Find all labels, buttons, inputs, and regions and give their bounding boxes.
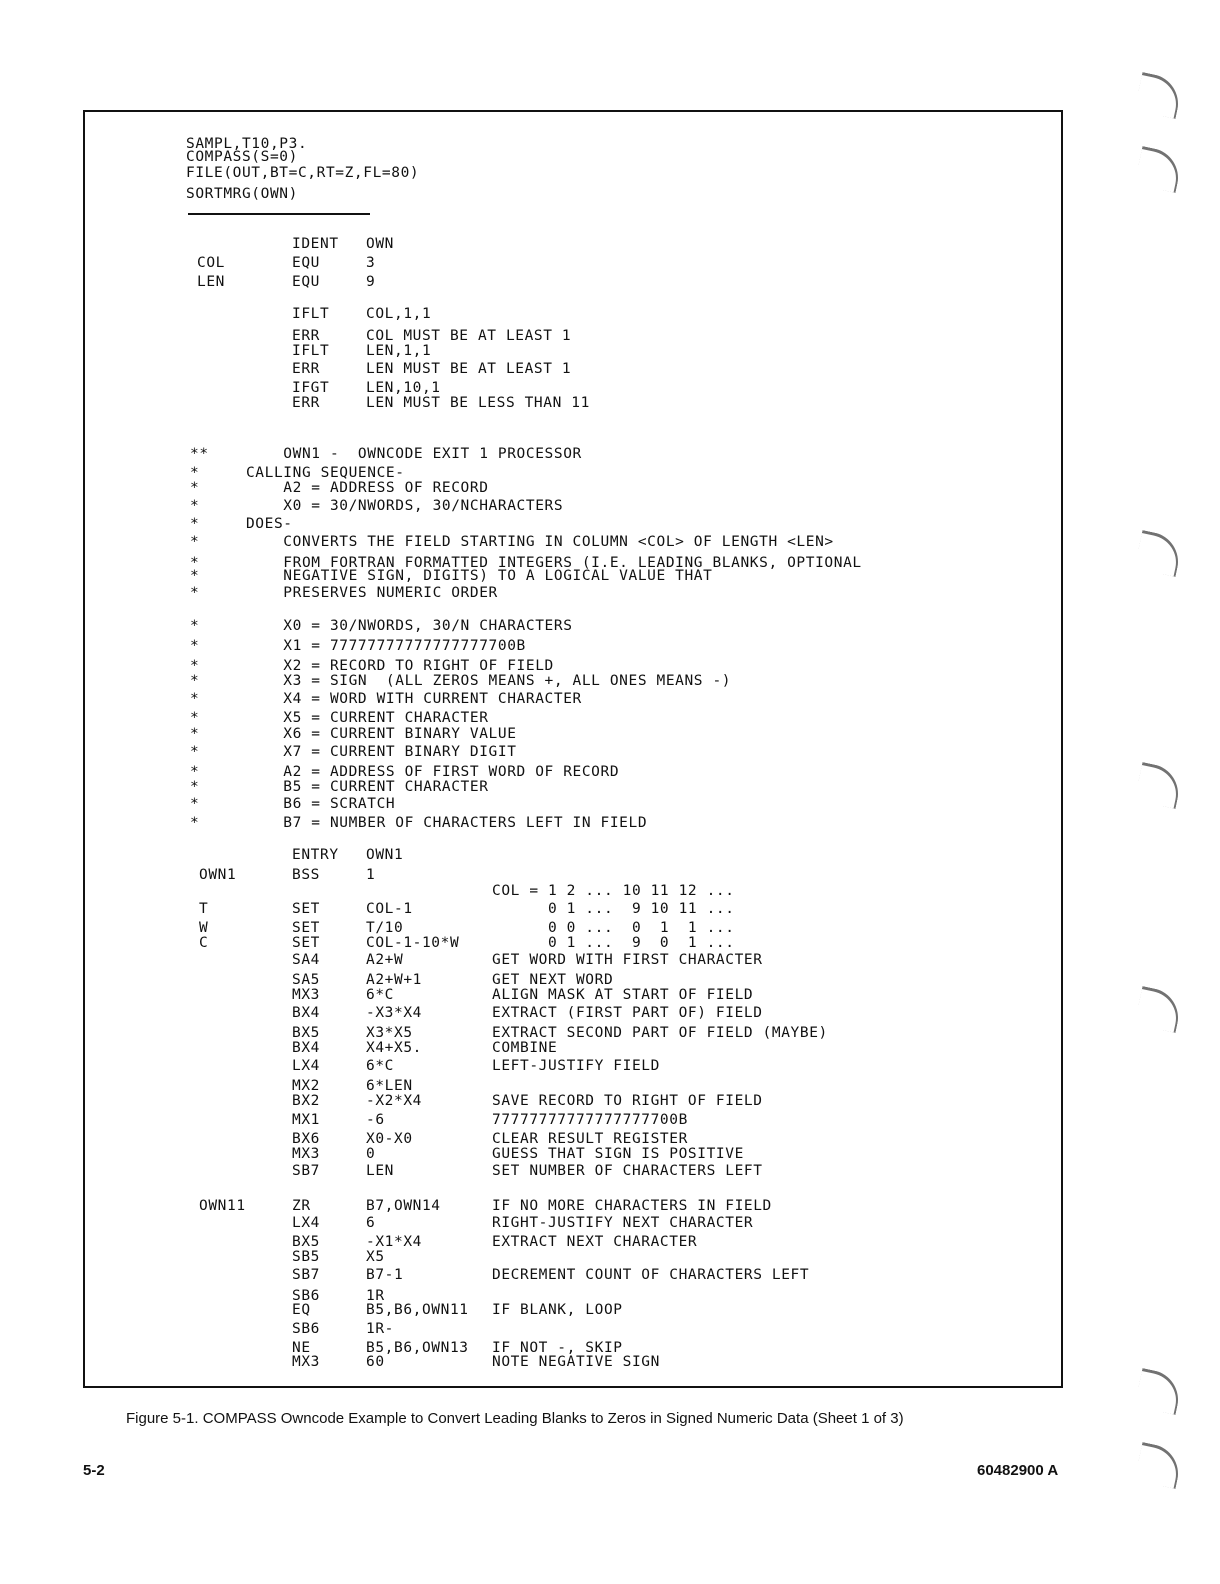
code-comment: 0 1 ... 9 10 11 ... bbox=[492, 901, 735, 917]
comment-line: * X3 = SIGN (ALL ZEROS MEANS +, ALL ONES MEANS -) bbox=[190, 673, 732, 689]
code-operand: -X1*X4 bbox=[366, 1234, 422, 1250]
comment-line: * B5 = CURRENT CHARACTER bbox=[190, 779, 489, 795]
code-comment: IF NO MORE CHARACTERS IN FIELD bbox=[492, 1198, 772, 1214]
code-operand: 3 bbox=[366, 255, 376, 271]
code-comment: SAVE RECORD TO RIGHT OF FIELD bbox=[492, 1093, 763, 1109]
code-op: ERR bbox=[292, 361, 320, 377]
code-comment: ALIGN MASK AT START OF FIELD bbox=[492, 987, 754, 1003]
code-op: SA4 bbox=[292, 952, 320, 968]
code-op: IFLT bbox=[292, 306, 330, 322]
binder-mark bbox=[1134, 72, 1183, 119]
code-op: MX3 bbox=[292, 1354, 320, 1370]
code-operand: 1R- bbox=[366, 1321, 394, 1337]
comment-line: * NEGATIVE SIGN, DIGITS) TO A LOGICAL VALUE THAT bbox=[190, 568, 713, 584]
code-comment: IF NOT -, SKIP bbox=[492, 1340, 623, 1356]
code-operand: OWN bbox=[366, 236, 394, 252]
code-op: MX1 bbox=[292, 1112, 320, 1128]
code-label: T bbox=[199, 901, 209, 917]
code-operand: X4+X5. bbox=[366, 1040, 422, 1056]
code-operand: 0 bbox=[366, 1146, 376, 1162]
comment-line: * FROM FORTRAN FORMATTED INTEGERS (I.E. LEADING BLANKS, OPTIONAL bbox=[190, 555, 862, 571]
code-op: BX5 bbox=[292, 1234, 320, 1250]
code-operand: LEN MUST BE AT LEAST 1 bbox=[366, 361, 572, 377]
comment-line: ** OWN1 - OWNCODE EXIT 1 PROCESSOR bbox=[190, 446, 582, 462]
binder-mark bbox=[1134, 530, 1183, 577]
code-operand: 60 bbox=[366, 1354, 385, 1370]
code-op: BSS bbox=[292, 867, 320, 883]
comment-line: * B7 = NUMBER OF CHARACTERS LEFT IN FIELD bbox=[190, 815, 648, 831]
code-operand: B7-1 bbox=[366, 1267, 404, 1283]
code-operand: X3*X5 bbox=[366, 1025, 413, 1041]
code-operand: COL-1-10*W bbox=[366, 935, 460, 951]
code-comment: GET WORD WITH FIRST CHARACTER bbox=[492, 952, 763, 968]
code-op: LX4 bbox=[292, 1215, 320, 1231]
page-number: 5-2 bbox=[83, 1462, 105, 1479]
doc-number: 60482900 A bbox=[977, 1462, 1059, 1479]
code-comment: CLEAR RESULT REGISTER bbox=[492, 1131, 688, 1147]
comment-line: * X1 = 77777777777777777700B bbox=[190, 638, 526, 654]
code-comment: IF BLANK, LOOP bbox=[492, 1302, 623, 1318]
header-line: SORTMRG(OWN) bbox=[186, 186, 298, 202]
comment-line: * X5 = CURRENT CHARACTER bbox=[190, 710, 489, 726]
code-operand: 1 bbox=[366, 867, 376, 883]
code-op: EQU bbox=[292, 255, 320, 271]
code-comment: COMBINE bbox=[492, 1040, 558, 1056]
code-op: ERR bbox=[292, 395, 320, 411]
code-operand: 9 bbox=[366, 274, 376, 290]
code-op: SET bbox=[292, 935, 320, 951]
code-operand: OWN1 bbox=[366, 847, 404, 863]
code-label: W bbox=[199, 920, 209, 936]
code-label: OWN1 bbox=[199, 867, 237, 883]
code-op: SB7 bbox=[292, 1163, 320, 1179]
header-line: COMPASS(S=0) bbox=[186, 149, 298, 165]
code-op: SET bbox=[292, 901, 320, 917]
comment-line: * DOES- bbox=[190, 516, 293, 532]
code-operand: X5 bbox=[366, 1249, 385, 1265]
comment-line: * X2 = RECORD TO RIGHT OF FIELD bbox=[190, 658, 554, 674]
comment-line: * A2 = ADDRESS OF FIRST WORD OF RECORD bbox=[190, 764, 620, 780]
code-operand: B5,B6,OWN11 bbox=[366, 1302, 469, 1318]
code-op: NE bbox=[292, 1340, 311, 1356]
header-rule bbox=[188, 213, 370, 215]
code-operand: LEN,1,1 bbox=[366, 343, 432, 359]
code-op: ERR bbox=[292, 328, 320, 344]
binder-mark bbox=[1134, 1442, 1183, 1489]
code-operand: 6 bbox=[366, 1215, 376, 1231]
code-label: C bbox=[199, 935, 209, 951]
code-operand: A2+W bbox=[366, 952, 404, 968]
code-op: IFGT bbox=[292, 380, 330, 396]
code-comment: GUESS THAT SIGN IS POSITIVE bbox=[492, 1146, 744, 1162]
code-op: IDENT bbox=[292, 236, 339, 252]
code-comment: EXTRACT NEXT CHARACTER bbox=[492, 1234, 698, 1250]
code-label: OWN11 bbox=[199, 1198, 246, 1214]
code-op: BX5 bbox=[292, 1025, 320, 1041]
code-op: MX2 bbox=[292, 1078, 320, 1094]
code-op: BX4 bbox=[292, 1005, 320, 1021]
code-op: BX2 bbox=[292, 1093, 320, 1109]
code-operand: T/10 bbox=[366, 920, 404, 936]
code-op: LX4 bbox=[292, 1058, 320, 1074]
code-op: SB5 bbox=[292, 1249, 320, 1265]
code-comment: 0 0 ... 0 1 1 ... bbox=[492, 920, 735, 936]
code-comment: EXTRACT (FIRST PART OF) FIELD bbox=[492, 1005, 763, 1021]
code-comment: NOTE NEGATIVE SIGN bbox=[492, 1354, 660, 1370]
binder-mark bbox=[1134, 986, 1183, 1033]
figure-caption: Figure 5-1. COMPASS Owncode Example to Convert Leading Blanks to Zeros in Signed Numeric Data (Sheet 1 of 3) bbox=[126, 1410, 904, 1427]
code-operand: LEN MUST BE LESS THAN 11 bbox=[366, 395, 590, 411]
code-operand: B5,B6,OWN13 bbox=[366, 1340, 469, 1356]
comment-line: * B6 = SCRATCH bbox=[190, 796, 396, 812]
code-operand: A2+W+1 bbox=[366, 972, 422, 988]
code-comment: LEFT-JUSTIFY FIELD bbox=[492, 1058, 660, 1074]
code-operand: -6 bbox=[366, 1112, 385, 1128]
code-op: IFLT bbox=[292, 343, 330, 359]
header-line: SAMPL,T10,P3. bbox=[186, 136, 308, 152]
comment-line: * X4 = WORD WITH CURRENT CHARACTER bbox=[190, 691, 582, 707]
code-op: SB6 bbox=[292, 1321, 320, 1337]
code-comment: EXTRACT SECOND PART OF FIELD (MAYBE) bbox=[492, 1025, 828, 1041]
code-op: MX3 bbox=[292, 987, 320, 1003]
code-comment: SET NUMBER OF CHARACTERS LEFT bbox=[492, 1163, 763, 1179]
code-label: COL bbox=[197, 255, 225, 271]
comment-line: * X0 = 30/NWORDS, 30/NCHARACTERS bbox=[190, 498, 564, 514]
code-op: SET bbox=[292, 920, 320, 936]
code-operand: -X2*X4 bbox=[366, 1093, 422, 1109]
binder-mark bbox=[1134, 762, 1183, 809]
code-comment: 0 1 ... 9 0 1 ... bbox=[492, 935, 735, 951]
code-op: BX4 bbox=[292, 1040, 320, 1056]
binder-mark bbox=[1134, 146, 1183, 193]
code-operand: COL-1 bbox=[366, 901, 413, 917]
code-operand: 6*LEN bbox=[366, 1078, 413, 1094]
comment-line: * CONVERTS THE FIELD STARTING IN COLUMN <COL> OF LENGTH <LEN> bbox=[190, 534, 834, 550]
code-operand: 6*C bbox=[366, 1058, 394, 1074]
code-op: SB7 bbox=[292, 1267, 320, 1283]
code-op: EQ bbox=[292, 1302, 311, 1318]
comment-line: * X6 = CURRENT BINARY VALUE bbox=[190, 726, 517, 742]
code-operand: 1R bbox=[366, 1288, 385, 1304]
code-comment: 77777777777777777700B bbox=[492, 1112, 688, 1128]
code-label: LEN bbox=[197, 274, 225, 290]
code-op: BX6 bbox=[292, 1131, 320, 1147]
comment-line: * X0 = 30/NWORDS, 30/N CHARACTERS bbox=[190, 618, 573, 634]
code-op: SB6 bbox=[292, 1288, 320, 1304]
code-operand: 6*C bbox=[366, 987, 394, 1003]
code-op: SA5 bbox=[292, 972, 320, 988]
code-comment: RIGHT-JUSTIFY NEXT CHARACTER bbox=[492, 1215, 754, 1231]
code-operand: COL,1,1 bbox=[366, 306, 432, 322]
code-comment: DECREMENT COUNT OF CHARACTERS LEFT bbox=[492, 1267, 810, 1283]
code-op: ZR bbox=[292, 1198, 311, 1214]
code-op: ENTRY bbox=[292, 847, 339, 863]
code-comment: GET NEXT WORD bbox=[492, 972, 614, 988]
code-comment: COL = 1 2 ... 10 11 12 ... bbox=[492, 883, 735, 899]
comment-line: * X7 = CURRENT BINARY DIGIT bbox=[190, 744, 517, 760]
comment-line: * A2 = ADDRESS OF RECORD bbox=[190, 480, 489, 496]
binder-mark bbox=[1134, 1368, 1183, 1415]
header-line: FILE(OUT,BT=C,RT=Z,FL=80) bbox=[186, 165, 420, 181]
code-op: EQU bbox=[292, 274, 320, 290]
code-operand: LEN bbox=[366, 1163, 394, 1179]
code-operand: B7,OWN14 bbox=[366, 1198, 441, 1214]
code-op: MX3 bbox=[292, 1146, 320, 1162]
code-operand: COL MUST BE AT LEAST 1 bbox=[366, 328, 572, 344]
comment-line: * PRESERVES NUMERIC ORDER bbox=[190, 585, 498, 601]
comment-line: * CALLING SEQUENCE- bbox=[190, 465, 405, 481]
code-operand: LEN,10,1 bbox=[366, 380, 441, 396]
code-operand: -X3*X4 bbox=[366, 1005, 422, 1021]
code-operand: X0-X0 bbox=[366, 1131, 413, 1147]
